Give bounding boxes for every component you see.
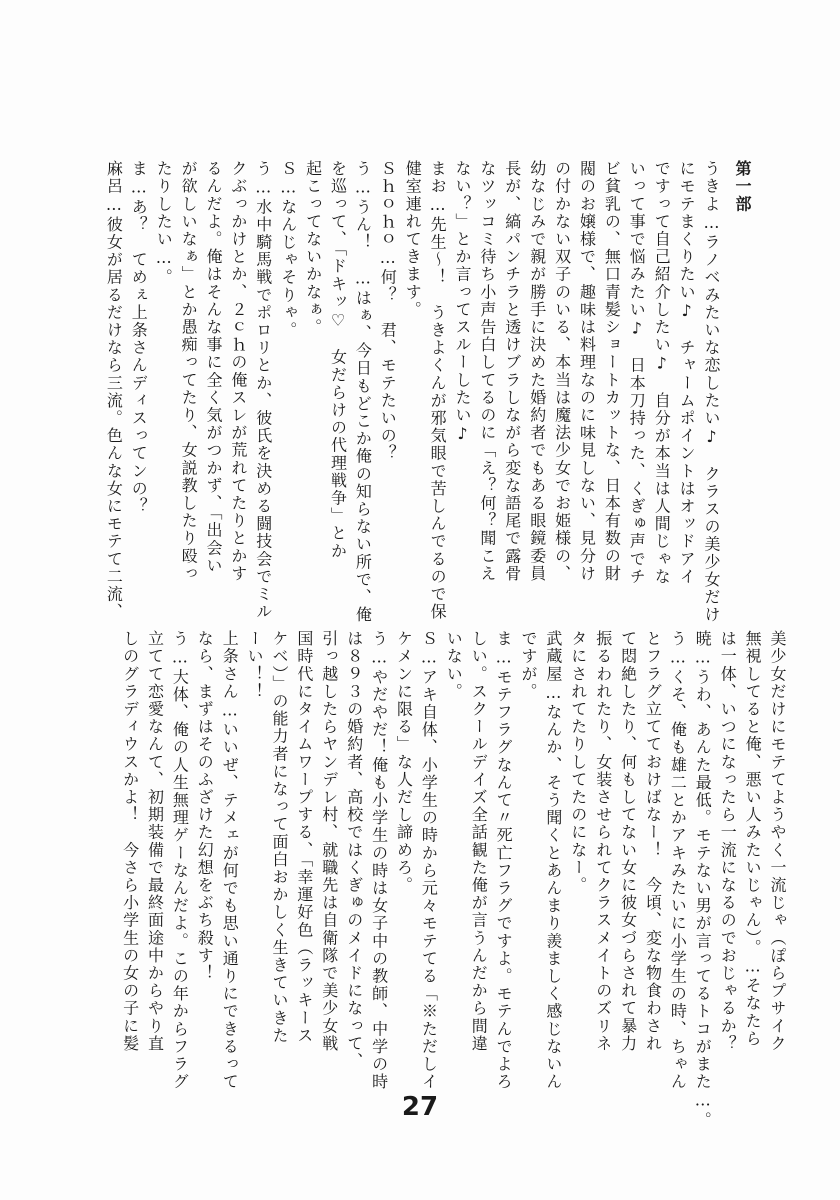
text-column: は８９３の婚約者、高校ではくぎゅのメイドになって、 xyxy=(344,630,364,1070)
text-column: たりしたい…。 xyxy=(154,160,174,287)
text-column: 引っ越したらヤンデレ村、就職先は自衛隊で美少女戦 xyxy=(319,630,339,1053)
text-column: 起こってないかなぁ。 xyxy=(303,160,323,336)
text-column: う…大体、俺の人生無理ゲーなんだよ。この年からフラグ xyxy=(170,630,190,1091)
text-column: Ｓ…なんじゃそりゃ。 xyxy=(278,160,298,339)
text-column: の付かない双子のいる、本当は魔法少女でお姫様の、 xyxy=(552,160,572,583)
text-column: るんだよ。俺はそんな事に全く気がつかず、「出会い xyxy=(204,160,223,575)
text-column: 美少女だけにモテてようやく一流じゃ（ぽらプサイク xyxy=(768,630,787,1053)
text-column: が欲しいなぁ」とか愚痴ってたり、女説教したり殴っ xyxy=(179,160,199,583)
text-column: ま…あ？ てめぇ上条さんディスってンの？ xyxy=(129,160,149,515)
text-column: にモテまくりたい♪ チャームポイントはオッドアイ xyxy=(677,160,697,586)
text-column: う…くそ、俺も雄二とかアキみたいに小学生の時、ちゃん xyxy=(668,630,688,1091)
text-column: う…やだやだ！俺も小学生の時は女子中の教師、中学の時 xyxy=(369,630,389,1091)
text-column: うきよ…ラノベみたいな恋したい♪ クラスの美少女だけ xyxy=(702,160,721,624)
text-column: 振るわれたり、女装させられてクラスメイトのズリネ xyxy=(593,630,613,1053)
text-column: う…水中騎馬戦でポロリとか、彼氏を決める闘技会でミル xyxy=(253,160,273,621)
page-number: 27 xyxy=(401,1092,439,1122)
text-column: なツッコミ待ち小声告白してるのに「え？何？聞こえ xyxy=(477,160,497,583)
text-column: 健室連れてきます。 xyxy=(403,160,423,319)
text-column: なら、まずはそのふざけた幻想をぶち殺す！ xyxy=(195,630,215,982)
text-column: とフラグ立てておけばなー！ 今頃、変な物食わされ xyxy=(643,630,663,1053)
text-column: 立てて恋愛なんて、初期装備で最終面途中からやり直 xyxy=(145,630,165,1053)
text-column: しい。スクールデイズ全話観た俺が言うんだから間違 xyxy=(469,630,489,1053)
text-column: Ｓｈｏｈｏ…何？ 君、モテたいの？ xyxy=(378,160,398,463)
text-column: 長が、縞パンチラと透けブラしながら変な語尾で露骨 xyxy=(502,160,522,583)
text-column: 武蔵屋…なんか、そう聞くとあんまり羨ましく感じないん xyxy=(543,630,563,1091)
text-column: Ｓ…アキ自体、小学生の時から元々モテてる「※ただしイ xyxy=(419,630,439,1091)
text-column: 暁…うわ、あんた最低。モテない男が言ってるトコがまた…。 xyxy=(693,630,713,1129)
text-column: いない。 xyxy=(444,630,464,701)
text-column: ま…モテフラグなんて〃死亡フラグですよ。モテんでよろ xyxy=(494,630,514,1091)
text-column: タにされてたりしてたのになー。 xyxy=(568,630,588,894)
text-column: を巡って、「ドキッ♡ 女だらけの代理戦争」とか xyxy=(328,160,348,560)
section-heading: 第一部 xyxy=(733,160,752,213)
text-column: まお…先生〜！ うきよくんが邪気眼で苦しんでるので保 xyxy=(428,160,448,621)
text-column: 麻呂…彼女が居るだけなら三流。色んな女にモテて二流、 xyxy=(104,160,124,621)
text-column: ケベ）」の能力者になって面白おかしく生きていきた xyxy=(270,630,289,1045)
text-column: ケメンに限る」な人だし諦めろ。 xyxy=(394,630,414,894)
text-column: ビ貧乳の、無口青髪ショートカットな、日本有数の財 xyxy=(602,160,622,583)
text-column: 幼なじみで親が勝手に決めた婚約者でもある眼鏡委員 xyxy=(527,160,547,583)
text-column: は一体、いつになったら一流になるのでおじゃるか？ xyxy=(718,630,738,1053)
text-column: て悶絶したり、何もしてない女に彼女づらされて暴力 xyxy=(618,630,638,1053)
text-column: 上条さん…いいぜ、テメェが何でも思い通りにできるって xyxy=(220,630,240,1091)
text-column: ない？」とか言ってスルーしたい♪ xyxy=(453,160,472,445)
text-column: しのグラディウスかよ！ 今さら小学生の女の子に髪 xyxy=(120,630,140,1053)
text-column: クぶっかけとか、２ｃｈの俺スレが荒れてたりとかす xyxy=(228,160,248,583)
text-column: 無視してると俺、悪い人みたいじゃん）。…そなたら xyxy=(743,630,763,1048)
text-column: う…うん！ …はぁ、今日もどこか俺の知らない所で、俺 xyxy=(353,160,373,624)
text-column: ーい！！ xyxy=(245,630,265,701)
text-column: ですが。 xyxy=(519,630,538,701)
text-column: 国時代にタイムワープする、「幸運好色（ラッキース xyxy=(294,630,314,1045)
text-column: いって事で悩みたい♪ 日本刀持った、くぎゅ声でチ xyxy=(627,160,647,586)
text-column: 閥のお嬢様で、趣味は料理なのに味見しない、見分け xyxy=(577,160,597,583)
text-column: ですって自己紹介したい♪ 自分が本当は人間じゃな xyxy=(652,160,672,586)
